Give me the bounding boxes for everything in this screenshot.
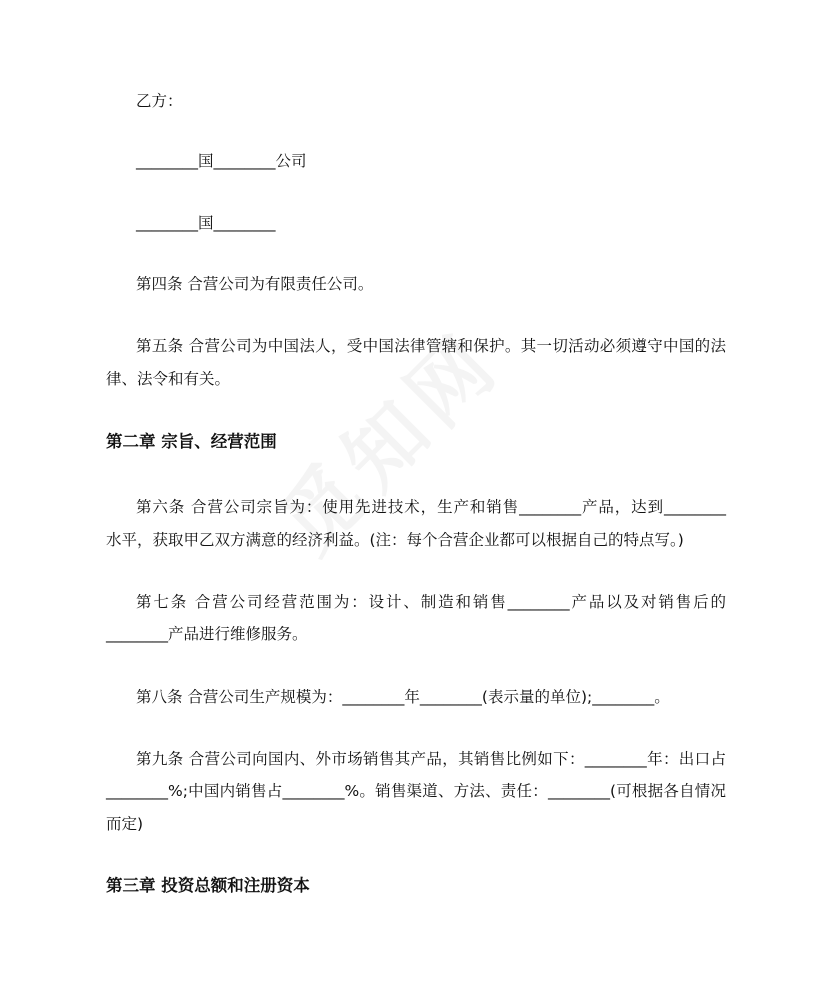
- chapter-2-heading: 第二章 宗旨、经营范围: [106, 432, 277, 451]
- article-9-line-1: 第九条 合营公司向国内、外市场销售其产品，其销售比例如下：________年：出口占: [136, 750, 726, 768]
- article-4: 第四条 合营公司为有限责任公司。: [136, 275, 374, 293]
- party-b-company-line: ________国________公司: [136, 152, 307, 170]
- chapter-3-heading: 第三章 投资总额和注册资本: [106, 876, 310, 895]
- article-9-line-3: 而定): [106, 815, 144, 833]
- article-6-line-2: 水平，获取甲乙双方满意的经济利益。(注：每个合营企业都可以根据自己的特点写。): [106, 531, 684, 549]
- article-6-line-1: 第六条 合营公司宗旨为：使用先进技术，生产和销售________产品，达到________: [136, 498, 726, 516]
- article-8: 第八条 合营公司生产规模为：________年________(表示量的单位);________。: [136, 688, 670, 706]
- article-7-line-1: 第七条 合营公司经营范围为：设计、制造和销售________产品以及对销售后的: [136, 593, 726, 611]
- article-7-line-2: ________产品进行维修服务。: [106, 625, 308, 643]
- party-b-label: 乙方：: [136, 92, 183, 110]
- article-5-line-1: 第五条 合营公司为中国法人，受中国法律管辖和保护。其一切活动必须遵守中国的法: [136, 337, 726, 355]
- article-5-line-2: 律、法令和有关。: [106, 370, 231, 388]
- article-9-line-2: ________%;中国内销售占________%。销售渠道、方法、责任：________(可根据各自情况: [106, 782, 726, 800]
- party-b-country-line: ________国________: [136, 214, 276, 232]
